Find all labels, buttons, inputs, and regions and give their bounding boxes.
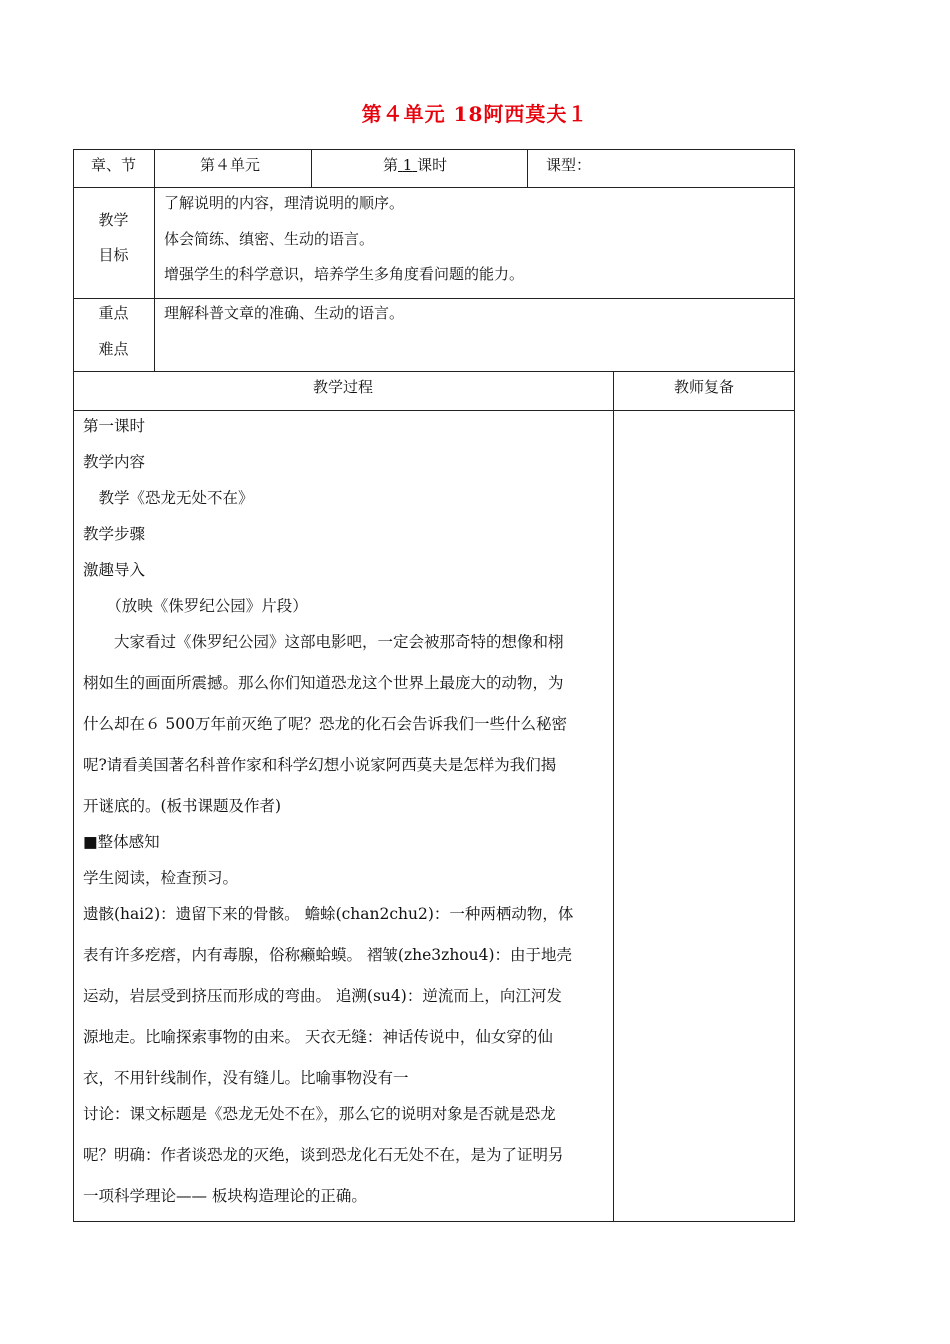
chapter-label: 章、节: [90, 156, 136, 174]
body-line: 一项科学理论—— 板块构造理论的正确。: [83, 1187, 367, 1205]
body-line: 激趣导入: [83, 561, 146, 579]
col-divider: [311, 149, 312, 187]
body-line: 大家看过《侏罗纪公园》这部电影吧，一定会被那奇特的想像和栩: [83, 633, 564, 651]
body-line: 第一课时: [83, 417, 146, 435]
body-line: 衣，不用针线制作，没有缝儿。比喻事物没有一: [83, 1069, 409, 1087]
keypoints-text: 理解科普文章的准确、生动的语言。: [164, 304, 405, 322]
col-divider: [613, 371, 614, 1222]
page-title: 第４单元 18阿西莫夫１: [361, 102, 589, 126]
body-line: 开谜底的。(板书课题及作者): [83, 797, 282, 815]
lesson-suffix: 课时: [417, 156, 448, 174]
process-header: 教学过程: [312, 378, 373, 396]
row-divider: [73, 371, 795, 372]
body-line: 学生阅读，检查预习。: [83, 869, 239, 887]
objective-item: 体会简练、缜密、生动的语言。: [164, 230, 375, 248]
lesson-number: 1: [402, 156, 413, 174]
keypoints-label-line1: 重点: [98, 304, 129, 322]
lesson-prefix: 第: [383, 156, 399, 174]
body-line: （放映《侏罗纪公园》片段）: [83, 597, 308, 615]
keypoints-label-line2: 难点: [98, 340, 129, 358]
objective-item: 增强学生的科学意识，培养学生多角度看问题的能力。: [164, 265, 525, 283]
body-line: 表有许多疙瘩，内有毒腺，俗称癞蛤蟆。 褶皱(zhe3zhou4)：由于地壳: [83, 946, 573, 964]
body-line: ■整体感知: [83, 833, 160, 851]
lesson-count: [383, 155, 447, 175]
objective-item: 了解说明的内容，理清说明的顺序。: [164, 194, 405, 212]
body-line: 遗骸(hai2)：遗留下来的骨骸。 蟾蜍(chan2chu2)：一种两栖动物，体: [83, 905, 574, 923]
body-line: 教学内容: [83, 453, 146, 471]
body-line: 运动，岩层受到挤压而形成的弯曲。 追溯(su4)：逆流而上，向江河发: [83, 987, 562, 1005]
body-line: 教学《恐龙无处不在》: [83, 489, 254, 507]
objectives-label-line1: 教学: [98, 211, 129, 229]
lesson-type-label: 课型：: [546, 156, 592, 174]
unit-value: 第４单元: [200, 156, 261, 174]
body-line: 栩如生的画面所震撼。那么你们知道恐龙这个世界上最庞大的动物，为: [83, 674, 564, 692]
body-line: 讨论：课文标题是《恐龙无处不在》，那么它的说明对象是否就是恐龙: [83, 1105, 556, 1123]
row-divider: [73, 187, 795, 188]
body-line: 呢?请看美国著名科普作家和科学幻想小说家阿西莫夫是怎样为我们揭: [83, 756, 557, 774]
notes-header: 教师复备: [673, 378, 734, 396]
objectives-label-line2: 目标: [98, 246, 129, 264]
body-line: 教学步骤: [83, 525, 146, 543]
body-line: 源地走。比喻探索事物的由来。 天衣无缝：神话传说中，仙女穿的仙: [83, 1028, 553, 1046]
col-divider: [154, 149, 155, 371]
col-divider: [527, 149, 528, 187]
body-line: 什么却在６ 500万年前灭绝了呢？恐龙的化石会告诉我们一些什么秘密: [83, 715, 568, 733]
row-divider: [73, 298, 795, 299]
row-divider: [73, 410, 795, 411]
body-line: 呢？明确：作者谈恐龙的灭绝，谈到恐龙化石无处不在，是为了证明另: [83, 1146, 564, 1164]
